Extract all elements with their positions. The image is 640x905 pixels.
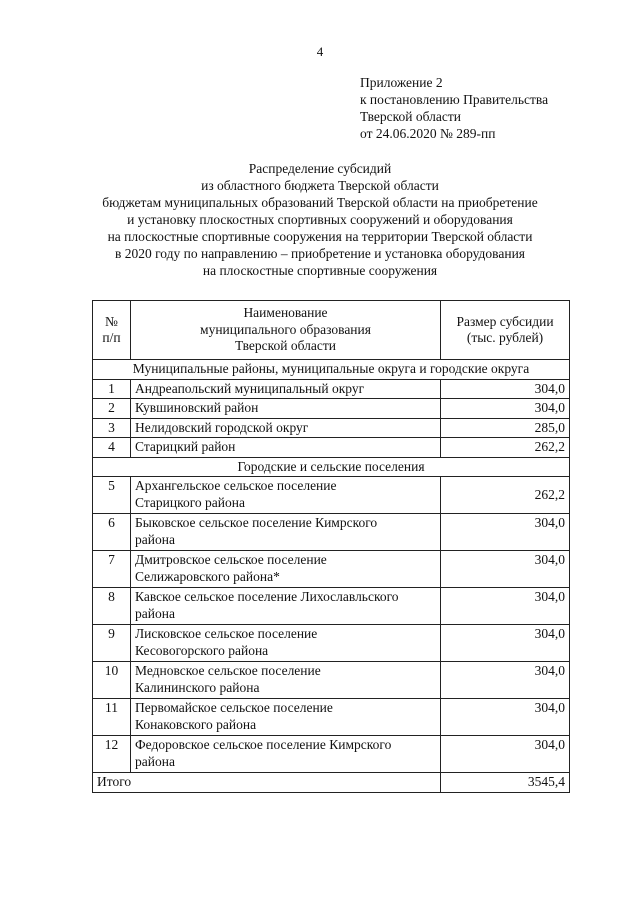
title-line: из областного бюджета Тверской области xyxy=(201,178,439,193)
title-line: в 2020 году по направлению – приобретение и установка оборудования xyxy=(114,246,526,261)
row-name-line: Конаковского района xyxy=(135,716,257,732)
header-name-line: Наименование xyxy=(243,305,328,321)
table-row xyxy=(93,736,570,773)
appendix-line: Приложение 2 xyxy=(360,75,443,90)
header-name xyxy=(131,301,441,360)
row-name-line: Кесовогорского района xyxy=(135,642,269,658)
table-row xyxy=(93,418,570,438)
row-num: 8 xyxy=(93,588,131,625)
header-amount-line: (тыс. рублей) xyxy=(466,330,544,345)
header-num-line: № xyxy=(105,313,118,329)
table-row xyxy=(93,625,570,662)
row-name-line: Кавское сельское поселение Лихославльского xyxy=(135,589,399,604)
row-name-line: района xyxy=(135,753,175,769)
table-row xyxy=(93,379,570,399)
row-name xyxy=(131,736,441,773)
row-num: 6 xyxy=(93,514,131,551)
row-name xyxy=(131,588,441,625)
row-name-line: Медновское сельское поселение xyxy=(135,663,321,678)
row-num: 7 xyxy=(93,551,131,588)
appendix-line: Тверской области xyxy=(360,109,461,124)
section-row xyxy=(93,457,570,477)
table-row xyxy=(93,399,570,419)
row-amount: 304,0 xyxy=(441,662,570,699)
appendix-line: от 24.06.2020 № 289-пп xyxy=(360,126,496,141)
table-row xyxy=(93,662,570,699)
row-amount: 304,0 xyxy=(441,699,570,736)
subsidy-table xyxy=(92,300,570,793)
row-name xyxy=(131,477,441,514)
row-num: 5 xyxy=(93,477,131,514)
row-num: 3 xyxy=(93,418,131,438)
row-name xyxy=(131,662,441,699)
document-title xyxy=(60,160,580,279)
row-amount: 304,0 xyxy=(441,379,570,399)
header-amount-line: Размер субсидии xyxy=(456,313,554,329)
row-amount: 304,0 xyxy=(441,625,570,662)
row-name-line: Дмитровское сельское поселение xyxy=(135,552,327,567)
total-row xyxy=(93,773,570,793)
table-row xyxy=(93,477,570,514)
header-num xyxy=(93,301,131,360)
row-num: 1 xyxy=(93,379,131,399)
header-num-line: п/п xyxy=(102,330,121,345)
row-num: 10 xyxy=(93,662,131,699)
row-num: 2 xyxy=(93,399,131,419)
header-name-line: Тверской области xyxy=(235,338,336,354)
row-amount: 304,0 xyxy=(441,736,570,773)
total-label: Итого xyxy=(93,773,441,793)
title-line: и установку плоскостных спортивных сооружений и оборудования xyxy=(127,212,513,227)
title-line: Распределение субсидий xyxy=(248,161,392,176)
row-name-line: Старицкого района xyxy=(135,494,245,510)
table-row xyxy=(93,551,570,588)
title-line: на плоскостные спортивные сооружения на территории Тверской области xyxy=(107,229,533,244)
table-row xyxy=(93,438,570,458)
row-amount: 304,0 xyxy=(441,588,570,625)
appendix-line: к постановлению Правительства xyxy=(360,92,549,107)
header-name-line: муниципального образования xyxy=(200,321,371,337)
row-name: Старицкий район xyxy=(131,438,441,458)
table-row xyxy=(93,699,570,736)
row-amount: 285,0 xyxy=(441,418,570,438)
row-num: 4 xyxy=(93,438,131,458)
row-num: 12 xyxy=(93,736,131,773)
row-name-line: района xyxy=(135,605,175,621)
page-number: 4 xyxy=(316,44,324,59)
row-num: 9 xyxy=(93,625,131,662)
table-header-row xyxy=(93,301,570,360)
row-amount: 262,2 xyxy=(441,438,570,458)
row-name xyxy=(131,551,441,588)
row-name: Кувшиновский район xyxy=(131,399,441,419)
header-amount xyxy=(441,301,570,360)
row-name-line: Быковское сельское поселение Кимрского xyxy=(135,515,378,530)
row-amount: 304,0 xyxy=(441,399,570,419)
row-amount: 262,2 xyxy=(441,477,570,514)
title-line: бюджетам муниципальных образований Тверской области на приобретение xyxy=(102,195,538,210)
row-name-line: Архангельское сельское поселение xyxy=(135,478,337,493)
title-line: на плоскостные спортивные сооружения xyxy=(202,263,438,278)
total-amount: 3545,4 xyxy=(441,773,570,793)
row-name-line: Федоровское сельское поселение Кимрского xyxy=(135,737,392,752)
section-title: Городские и сельские поселения xyxy=(93,457,570,477)
table-row xyxy=(93,514,570,551)
row-amount: 304,0 xyxy=(441,514,570,551)
row-amount: 304,0 xyxy=(441,551,570,588)
row-num: 11 xyxy=(93,699,131,736)
row-name-line: Первомайское сельское поселение xyxy=(135,700,333,715)
row-name xyxy=(131,699,441,736)
section-row xyxy=(93,360,570,380)
appendix-block xyxy=(360,74,548,142)
row-name-line: Лисковское сельское поселение xyxy=(135,626,318,641)
row-name-line: района xyxy=(135,531,175,547)
table-row xyxy=(93,588,570,625)
row-name xyxy=(131,514,441,551)
row-name: Андреапольский муниципальный округ xyxy=(131,379,441,399)
row-name: Нелидовский городской округ xyxy=(131,418,441,438)
row-name-line: Калининского района xyxy=(135,679,260,695)
row-name xyxy=(131,625,441,662)
row-name-line: Селижаровского района* xyxy=(135,568,280,584)
section-title: Муниципальные районы, муниципальные округа и городские округа xyxy=(93,360,570,380)
